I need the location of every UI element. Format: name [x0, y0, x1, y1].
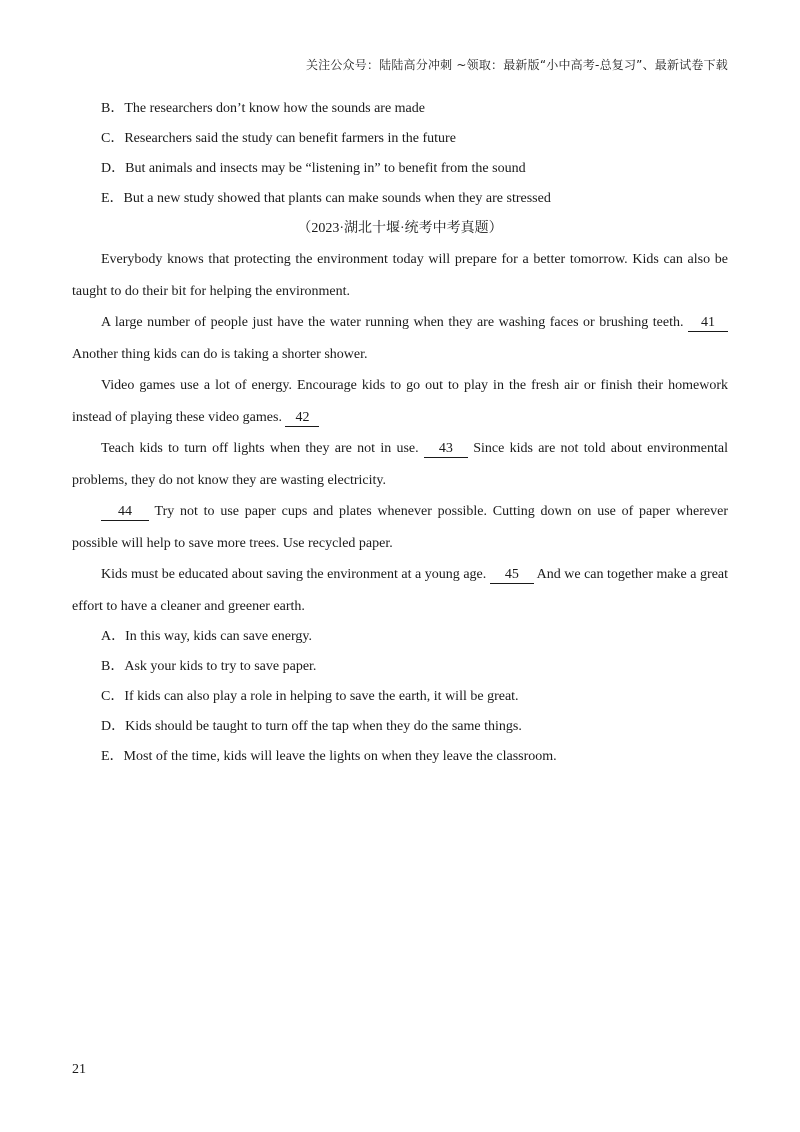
- passage-paragraph-4: [72, 433, 728, 496]
- option-b: B．Ask your kids to try to save paper.: [101, 659, 317, 674]
- prev-option-c: C．Researchers said the study can benefit farmers in the future: [101, 131, 456, 146]
- blank-42: 42: [285, 410, 319, 427]
- paragraph-3-text-a: Video games use a lot of energy. Encourage kids to go out to play in the fresh air or finish their homework instead of playing these video games.: [72, 378, 728, 425]
- paragraph-4-text-b: Since kids are not told about environmental problems, they do not know they are wasting electricity.: [72, 441, 729, 488]
- passage-paragraph-1: Everybody knows that protecting the environment today will prepare for a better tomorrow. Kids can also be taught to do their bit for helping the environment.: [72, 252, 728, 299]
- option-e: E．Most of the time, kids will leave the lights on when they leave the classroom.: [101, 749, 557, 764]
- prev-option-e: E．But a new study showed that plants can make sounds when they are stressed: [101, 191, 551, 206]
- passage-paragraph-6: [72, 559, 728, 622]
- page-content: [72, 94, 728, 772]
- prev-option-b: B．The researchers don’t know how the sounds are made: [101, 101, 425, 116]
- blank-44: 44: [101, 504, 149, 521]
- passage-paragraph-3: [72, 370, 728, 433]
- paragraph-6-text-a: Kids must be educated about saving the environment at a young age.: [101, 567, 487, 582]
- passage-paragraph-2: [72, 307, 728, 370]
- blank-45: 45: [490, 567, 534, 584]
- paragraph-2-text-a: A large number of people just have the water running when they are washing faces or brushing teeth.: [101, 315, 684, 330]
- option-d: D．Kids should be taught to turn off the tap when they do the same things.: [101, 719, 522, 734]
- blank-43: 43: [424, 441, 468, 458]
- paragraph-4-text-a: Teach kids to turn off lights when they are not in use.: [101, 441, 419, 456]
- paragraph-5-text-b: Try not to use paper cups and plates whenever possible. Cutting down on use of paper wherever possible will help to save more trees. Use recycled paper.: [72, 504, 728, 551]
- option-c: C．If kids can also play a role in helping to save the earth, it will be great.: [101, 689, 519, 704]
- page-header: 关注公众号：陆陆高分冲刺 ~领取：最新版“小中高考-总复习”、最新试卷下载: [305, 58, 728, 72]
- paragraph-2-text-b: Another thing kids can do is taking a shorter shower.: [72, 346, 368, 362]
- prev-option-d: D．But animals and insects may be “listening in” to benefit from the sound: [101, 161, 526, 176]
- page-number: 21: [72, 1062, 86, 1077]
- source-citation: （2023·湖北十堰·统考中考真题）: [297, 221, 503, 236]
- blank-41: 41: [688, 315, 728, 332]
- option-a: A．In this way, kids can save energy.: [101, 629, 312, 644]
- paragraph-6-text-b: And we can together make a great effort to have a cleaner and greener earth.: [72, 567, 729, 614]
- passage-paragraph-5: [72, 496, 728, 559]
